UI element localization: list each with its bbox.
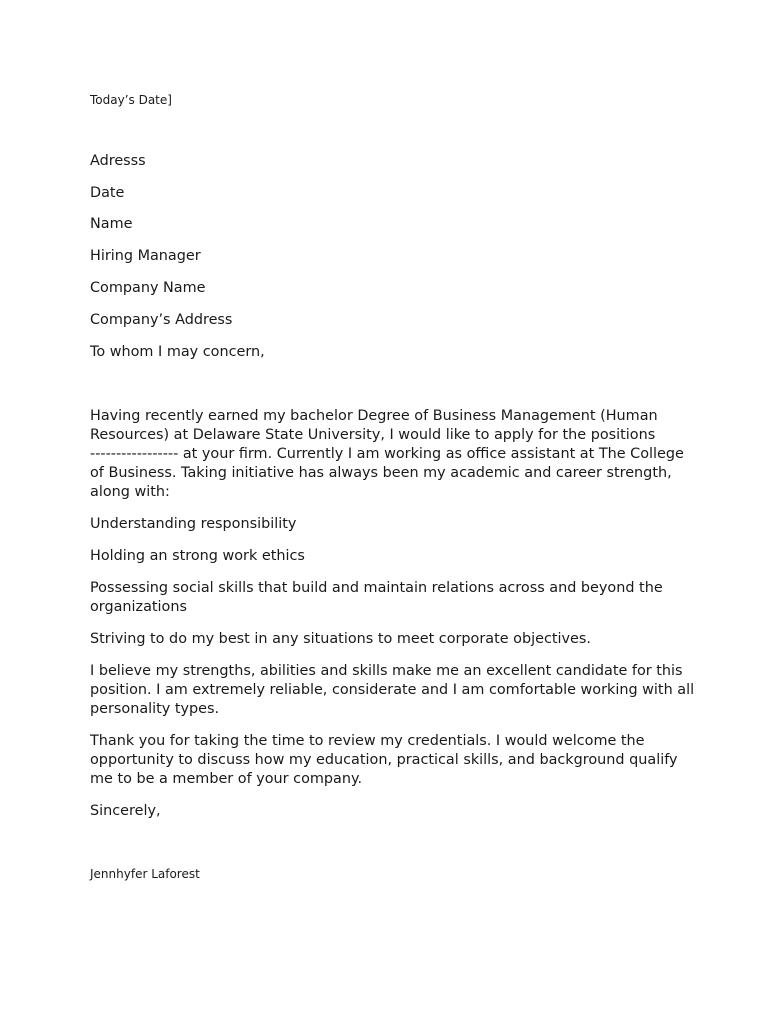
- thanks-line: opportunity to discuss how my education, practical skills, and background qualify: [90, 752, 678, 768]
- closing: Sincerely,: [90, 803, 161, 819]
- intro-line: ----------------- at your firm. Currently I am working as office assistant at The College: [90, 446, 684, 462]
- recipient-name: Name: [90, 216, 133, 232]
- social-skills-line: Possessing social skills that build and maintain relations across and beyond the: [90, 580, 663, 596]
- strength-item: Holding an strong work ethics: [90, 548, 305, 564]
- signature-name: Jennhyfer Laforest: [90, 867, 200, 881]
- recipient-date: Date: [90, 185, 125, 201]
- recipient-company-name: Company Name: [90, 280, 206, 296]
- thanks-line: me to be a member of your company.: [90, 771, 363, 787]
- thanks-paragraph: [90, 732, 678, 789]
- date-placeholder: Today’s Date]: [90, 93, 172, 107]
- intro-line: Resources) at Delaware State University, I would like to apply for the positions: [90, 427, 656, 443]
- social-skills-line: organizations: [90, 599, 187, 615]
- recipient-hiring-manager: Hiring Manager: [90, 248, 201, 264]
- intro-line: along with:: [90, 484, 170, 500]
- thanks-line: Thank you for taking the time to review my credentials. I would welcome the: [90, 733, 645, 749]
- salutation: To whom I may concern,: [90, 344, 265, 360]
- social-skills-paragraph: [90, 579, 670, 617]
- belief-paragraph: [90, 662, 695, 719]
- intro-line: Having recently earned my bachelor Degree of Business Management (Human: [90, 408, 658, 424]
- objective-line: Striving to do my best in any situations to meet corporate objectives.: [90, 631, 591, 647]
- intro-paragraph: [90, 407, 684, 502]
- intro-line: of Business. Taking initiative has always been my academic and career strength,: [90, 465, 672, 481]
- recipient-address: Adresss: [90, 153, 146, 169]
- belief-line: I believe my strengths, abilities and skills make me an excellent candidate for this: [90, 663, 683, 679]
- strength-item: Understanding responsibility: [90, 516, 297, 532]
- belief-line: position. I am extremely reliable, considerate and I am comfortable working with all: [90, 682, 695, 698]
- recipient-company-address: Company’s Address: [90, 312, 233, 328]
- belief-line: personality types.: [90, 701, 220, 717]
